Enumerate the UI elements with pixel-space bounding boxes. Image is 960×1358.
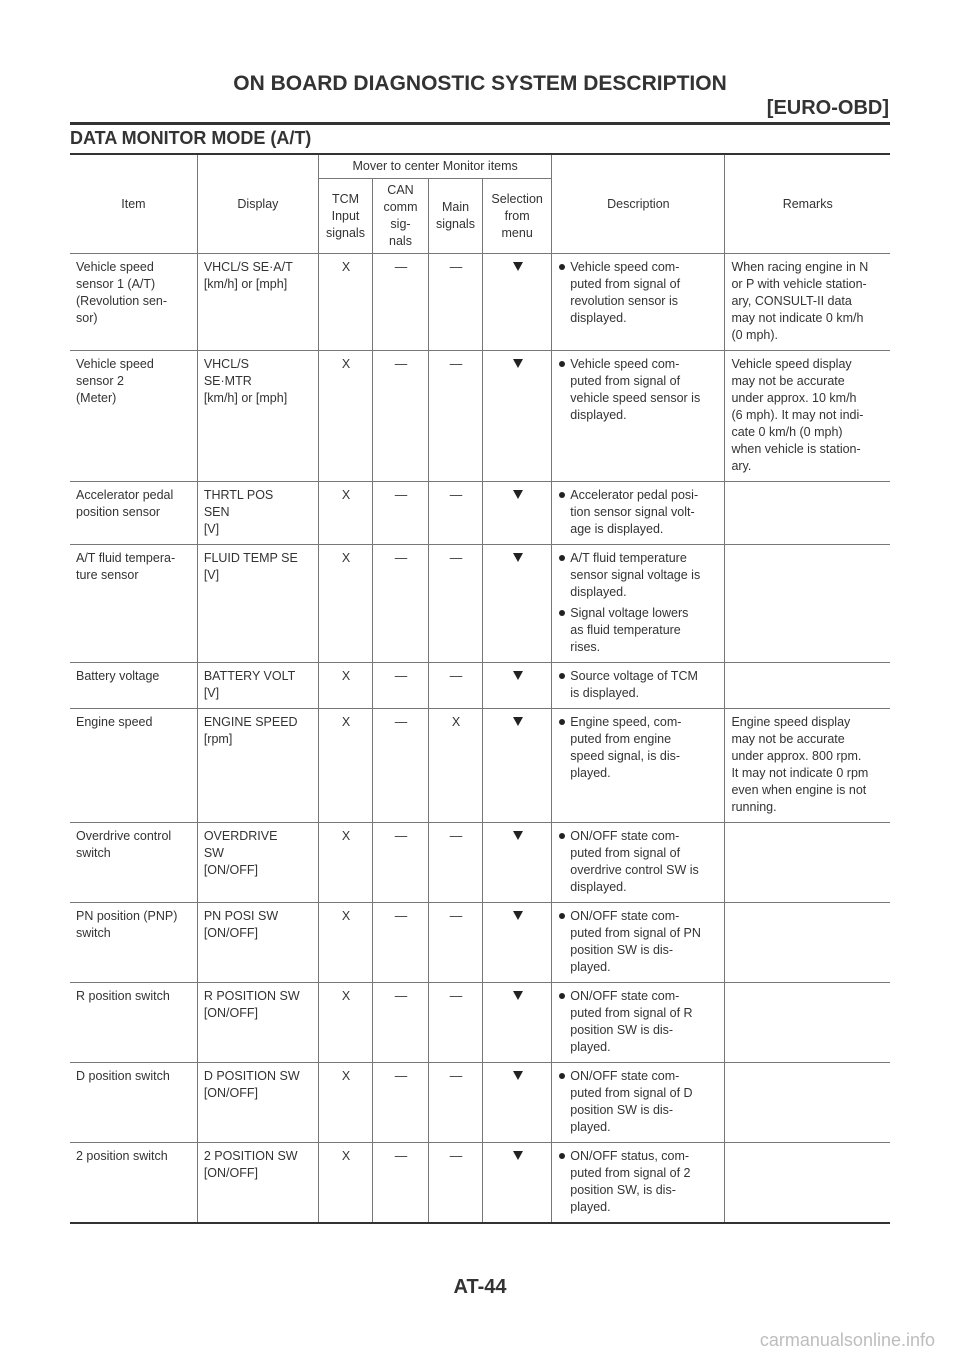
cell-description [552, 709, 725, 823]
watermark: carmanualsonline.info [759, 1330, 935, 1350]
cell-item: D position switch [70, 1063, 197, 1143]
cell-display: ENGINE SPEED [rpm] [197, 709, 318, 823]
cell-item: Vehicle speed sensor 2 (Meter) [70, 351, 197, 482]
description-bullet: Source voltage of TCM is displayed. [558, 668, 719, 702]
cell-tcm-input: X [319, 1063, 373, 1143]
table-row [70, 663, 890, 709]
cell-tcm-input: X [319, 983, 373, 1063]
cell-can-comm: — [373, 903, 429, 983]
description-bullet: Engine speed, com- puted from engine speed signal, is dis- played. [558, 714, 719, 782]
description-bullet: Vehicle speed com- puted from signal of revolution sensor is displayed. [558, 259, 719, 327]
cell-item: Overdrive control switch [70, 823, 197, 903]
cell-description [552, 1063, 725, 1143]
cell-selection-from-menu [483, 1143, 552, 1224]
header-rule [70, 122, 890, 125]
cell-selection-from-menu [483, 903, 552, 983]
cell-item: Engine speed [70, 709, 197, 823]
table-row [70, 351, 890, 482]
cell-can-comm: — [373, 709, 429, 823]
cell-description [552, 254, 725, 351]
page-number: AT-44 [453, 1276, 507, 1298]
cell-display: FLUID TEMP SE [V] [197, 545, 318, 663]
cell-can-comm: — [373, 254, 429, 351]
description-list [558, 1148, 719, 1216]
table-row [70, 254, 890, 351]
description-bullet: ON/OFF state com- puted from signal of R position SW is dis- played. [558, 988, 719, 1056]
cell-can-comm: — [373, 663, 429, 709]
cell-main-signal: — [429, 983, 483, 1063]
col-header-description: Description [552, 154, 725, 254]
selection-triangle-icon [513, 1071, 523, 1080]
cell-tcm-input: X [319, 545, 373, 663]
description-list [558, 714, 719, 782]
cell-item: Battery voltage [70, 663, 197, 709]
cell-selection-from-menu [483, 351, 552, 482]
cell-display: VHCL/S SE·A/T [km/h] or [mph] [197, 254, 318, 351]
table-row [70, 823, 890, 903]
cell-item: A/T fluid tempera- ture sensor [70, 545, 197, 663]
cell-description [552, 663, 725, 709]
cell-can-comm: — [373, 351, 429, 482]
description-list [558, 550, 719, 656]
col-header-main: Main signals [429, 179, 483, 254]
cell-selection-from-menu [483, 1063, 552, 1143]
col-header-item: Item [70, 154, 197, 254]
cell-item: PN position (PNP) switch [70, 903, 197, 983]
section-tag: [EURO-OBD] [766, 97, 889, 119]
table-row [70, 545, 890, 663]
description-list [558, 828, 719, 896]
cell-can-comm: — [373, 1063, 429, 1143]
cell-description [552, 351, 725, 482]
cell-selection-from-menu [483, 983, 552, 1063]
cell-main-signal: — [429, 351, 483, 482]
cell-item: R position switch [70, 983, 197, 1063]
cell-can-comm: — [373, 482, 429, 545]
page-title: ON BOARD DIAGNOSTIC SYSTEM DESCRIPTION [233, 72, 727, 95]
table-row [70, 709, 890, 823]
col-header-mover-group: Mover to center Monitor items [319, 154, 552, 179]
cell-display: PN POSI SW [ON/OFF] [197, 903, 318, 983]
selection-triangle-icon [513, 717, 523, 726]
selection-triangle-icon [513, 490, 523, 499]
description-list [558, 356, 719, 424]
selection-triangle-icon [513, 671, 523, 680]
cell-remarks [725, 1063, 890, 1143]
cell-item: Vehicle speed sensor 1 (A/T) (Revolution sen- sor) [70, 254, 197, 351]
cell-selection-from-menu [483, 545, 552, 663]
cell-can-comm: — [373, 823, 429, 903]
cell-description [552, 983, 725, 1063]
cell-display: D POSITION SW [ON/OFF] [197, 1063, 318, 1143]
description-list [558, 668, 719, 702]
cell-remarks: Vehicle speed display may not be accurate under approx. 10 km/h (6 mph). It may not indi- cate 0 km/h (0 mph) when vehicle is station- ary. [725, 351, 890, 482]
col-header-display: Display [197, 154, 318, 254]
description-bullet: Signal voltage lowers as fluid temperature rises. [558, 605, 719, 656]
cell-main-signal: X [429, 709, 483, 823]
table-row [70, 1063, 890, 1143]
cell-description [552, 545, 725, 663]
selection-triangle-icon [513, 262, 523, 271]
cell-main-signal: — [429, 254, 483, 351]
table-row [70, 1143, 890, 1224]
data-monitor-table [70, 153, 890, 1224]
description-list [558, 908, 719, 976]
cell-display: THRTL POS SEN [V] [197, 482, 318, 545]
cell-can-comm: — [373, 983, 429, 1063]
cell-main-signal: — [429, 545, 483, 663]
cell-display: OVERDRIVE SW [ON/OFF] [197, 823, 318, 903]
selection-triangle-icon [513, 553, 523, 562]
description-list [558, 1068, 719, 1136]
cell-main-signal: — [429, 663, 483, 709]
col-header-remarks: Remarks [725, 154, 890, 254]
description-bullet: Accelerator pedal posi- tion sensor signal volt- age is displayed. [558, 487, 719, 538]
cell-display: 2 POSITION SW [ON/OFF] [197, 1143, 318, 1224]
cell-selection-from-menu [483, 254, 552, 351]
header-row-top [70, 154, 890, 179]
table-row [70, 983, 890, 1063]
cell-description [552, 903, 725, 983]
cell-description [552, 1143, 725, 1224]
cell-selection-from-menu [483, 482, 552, 545]
cell-tcm-input: X [319, 482, 373, 545]
cell-tcm-input: X [319, 663, 373, 709]
selection-triangle-icon [513, 831, 523, 840]
description-bullet: ON/OFF status, com- puted from signal of 2 position SW, is dis- played. [558, 1148, 719, 1216]
col-header-selection: Selection from menu [483, 179, 552, 254]
cell-description [552, 482, 725, 545]
cell-remarks [725, 663, 890, 709]
description-bullet: ON/OFF state com- puted from signal of overdrive control SW is displayed. [558, 828, 719, 896]
cell-display: BATTERY VOLT [V] [197, 663, 318, 709]
cell-main-signal: — [429, 823, 483, 903]
col-header-can: CAN comm sig- nals [373, 179, 429, 254]
selection-triangle-icon [513, 911, 523, 920]
description-list [558, 259, 719, 327]
cell-can-comm: — [373, 545, 429, 663]
selection-triangle-icon [513, 359, 523, 368]
table-row [70, 482, 890, 545]
description-bullet: A/T fluid temperature sensor signal voltage is displayed. [558, 550, 719, 601]
cell-selection-from-menu [483, 823, 552, 903]
description-bullet: ON/OFF state com- puted from signal of D position SW is dis- played. [558, 1068, 719, 1136]
cell-remarks [725, 482, 890, 545]
cell-remarks [725, 545, 890, 663]
cell-main-signal: — [429, 1143, 483, 1224]
cell-tcm-input: X [319, 823, 373, 903]
description-list [558, 487, 719, 538]
cell-remarks [725, 1143, 890, 1224]
cell-remarks: Engine speed display may not be accurate under approx. 800 rpm. It may not indicate 0 rpm even when engine is not running. [725, 709, 890, 823]
description-bullet: ON/OFF state com- puted from signal of PN position SW is dis- played. [558, 908, 719, 976]
cell-tcm-input: X [319, 903, 373, 983]
table-row [70, 903, 890, 983]
cell-tcm-input: X [319, 254, 373, 351]
cell-item: Accelerator pedal position sensor [70, 482, 197, 545]
cell-display: VHCL/S SE·MTR [km/h] or [mph] [197, 351, 318, 482]
cell-tcm-input: X [319, 709, 373, 823]
cell-remarks: When racing engine in N or P with vehicle station- ary, CONSULT-II data may not indicate 0 km/h (0 mph). [725, 254, 890, 351]
cell-display: R POSITION SW [ON/OFF] [197, 983, 318, 1063]
cell-main-signal: — [429, 903, 483, 983]
cell-main-signal: — [429, 482, 483, 545]
selection-triangle-icon [513, 991, 523, 1000]
description-list [558, 988, 719, 1056]
cell-tcm-input: X [319, 1143, 373, 1224]
cell-tcm-input: X [319, 351, 373, 482]
cell-selection-from-menu [483, 709, 552, 823]
cell-remarks [725, 823, 890, 903]
cell-main-signal: — [429, 1063, 483, 1143]
cell-description [552, 823, 725, 903]
table-body [70, 254, 890, 1224]
cell-selection-from-menu [483, 663, 552, 709]
cell-remarks [725, 983, 890, 1063]
description-bullet: Vehicle speed com- puted from signal of vehicle speed sensor is displayed. [558, 356, 719, 424]
cell-item: 2 position switch [70, 1143, 197, 1224]
cell-remarks [725, 903, 890, 983]
section-subtitle: DATA MONITOR MODE (A/T) [70, 128, 312, 148]
selection-triangle-icon [513, 1151, 523, 1160]
cell-can-comm: — [373, 1143, 429, 1224]
col-header-tcm: TCM Input signals [319, 179, 373, 254]
